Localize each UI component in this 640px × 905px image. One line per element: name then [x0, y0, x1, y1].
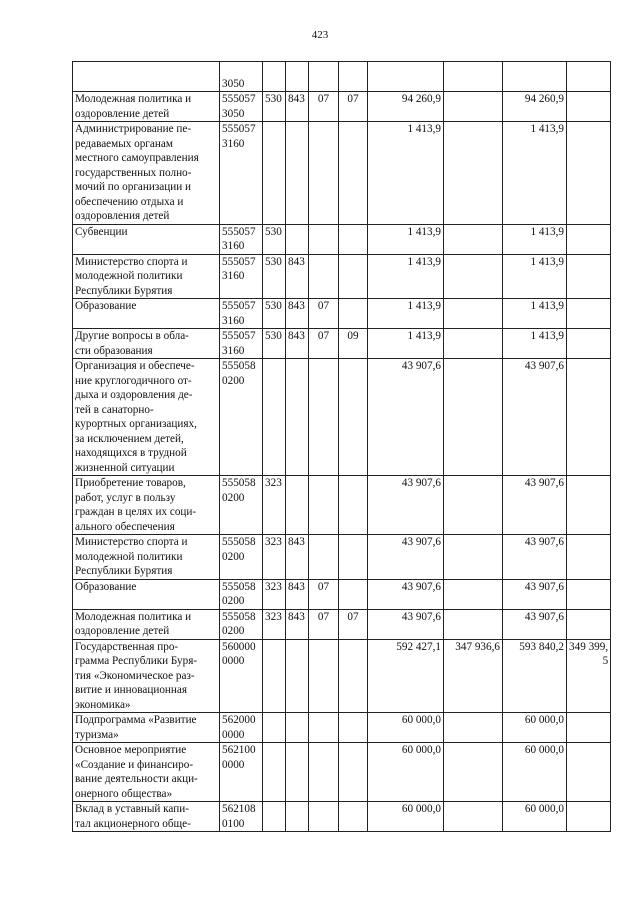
item-name-line: местного самоуправления [75, 152, 199, 164]
item-name-cell [73, 743, 220, 802]
section-cell: 07 [309, 299, 339, 329]
item-name-line: Приобретение товаров, [75, 477, 186, 489]
section-cell: 07 [309, 609, 339, 639]
section-cell [309, 62, 339, 92]
amount-cell-3: 593 840,2 [503, 639, 567, 713]
amount-cell-3: 1 413,9 [503, 299, 567, 329]
item-name-line: находящихся в трудной [75, 447, 187, 459]
amount-line-4 [569, 77, 608, 92]
amount-cell-1: 1 413,9 [368, 299, 444, 329]
section-cell [309, 254, 339, 299]
amount-cell-4 [567, 713, 611, 743]
item-name-line: Государственная про- [75, 640, 179, 653]
amount-cell-1: 43 907,6 [368, 535, 444, 580]
item-name-line: государственных полно- [75, 166, 192, 179]
amount-cell-4 [567, 609, 611, 639]
target-code-cell [220, 299, 263, 329]
item-name-line: экономика» [75, 698, 131, 711]
target-code-line: 560000 [222, 640, 256, 653]
item-name-line: тей в санаторно- [75, 403, 154, 416]
item-name-line: ние круглогодичного от- [75, 374, 192, 387]
amount-cell-1: 1 413,9 [368, 122, 444, 225]
amount-cell-2 [444, 62, 503, 92]
target-code-cell [220, 579, 263, 609]
target-code-line: 562000 [222, 714, 256, 726]
item-name-line: жизненной ситуации [75, 461, 175, 474]
target-code-line: 0200 [222, 625, 245, 637]
section-cell [309, 639, 339, 713]
amount-cell-4 [567, 329, 611, 359]
amount-cell-4 [567, 254, 611, 299]
amount-line-4 [569, 137, 608, 152]
target-code-cell [220, 329, 263, 359]
amount-cell-3: 1 413,9 [503, 254, 567, 299]
item-name-line [75, 62, 217, 77]
amount-line-4 [569, 594, 608, 609]
amount-cell-3: 1 413,9 [503, 329, 567, 359]
target-code-cell [220, 224, 263, 254]
amount-cell-1: 1 413,9 [368, 329, 444, 359]
item-name-line: курортных организациях, [75, 418, 197, 430]
item-name-line: обеспечению отдыха и [75, 195, 184, 208]
amount-cell-1: 1 413,9 [368, 254, 444, 299]
table-row [73, 579, 611, 609]
section-cell [309, 359, 339, 476]
amount-line-4 [569, 550, 608, 565]
amount-line-4 [569, 225, 608, 240]
amount-cell-2 [444, 359, 503, 476]
amount-cell-3: 43 907,6 [503, 579, 567, 609]
amount-line-4 [569, 239, 608, 254]
target-code-line: 555058 [222, 536, 256, 548]
target-code-line: 3160 [222, 240, 245, 252]
target-code-line: 3160 [222, 270, 245, 282]
table-row [73, 254, 611, 299]
target-code-line: 555058 [222, 477, 256, 489]
table-row [73, 609, 611, 639]
amount-cell-2 [444, 122, 503, 225]
item-name-line: Образование [75, 300, 137, 312]
amount-cell-2 [444, 802, 503, 832]
amount-line-4 [569, 817, 608, 832]
amount-cell-2 [444, 609, 503, 639]
amount-cell-4 [567, 743, 611, 802]
amount-cell-2 [444, 743, 503, 802]
administrator-code-cell [286, 639, 309, 713]
target-code-line: 3160 [222, 137, 245, 150]
expense-type-cell: 530 [263, 329, 286, 359]
amount-line-4 [569, 92, 608, 107]
target-code-cell [220, 802, 263, 832]
target-code-cell [220, 713, 263, 743]
amount-line-4 [569, 624, 608, 639]
table-row [73, 224, 611, 254]
administrator-code-cell: 843 [286, 329, 309, 359]
budget-table [72, 61, 611, 832]
amount-line-4 [569, 476, 608, 491]
expense-type-cell: 530 [263, 92, 286, 122]
section-cell: 07 [309, 329, 339, 359]
expense-type-cell: 323 [263, 476, 286, 535]
item-name-line: Организация и обеспече- [75, 360, 195, 372]
amount-line-4 [569, 802, 608, 817]
expense-type-cell [263, 802, 286, 832]
table-row [73, 329, 611, 359]
table-row [73, 92, 611, 122]
subsection-cell [339, 224, 368, 254]
item-name-line: Субвенции [75, 225, 128, 238]
amount-cell-2 [444, 329, 503, 359]
item-name-line: работ, услуг в пользу [75, 491, 176, 504]
amount-cell-4 [567, 92, 611, 122]
amount-line-4 [569, 491, 608, 506]
target-code-cell [220, 476, 263, 535]
subsection-cell: 07 [339, 609, 368, 639]
item-name-line: оздоровление детей [75, 107, 170, 120]
subsection-cell [339, 122, 368, 225]
target-code-cell [220, 535, 263, 580]
administrator-code-cell [286, 122, 309, 225]
amount-cell-1: 592 427,1 [368, 639, 444, 713]
amount-cell-4 [567, 579, 611, 609]
amount-cell-4 [567, 535, 611, 580]
amount-cell-4 [567, 359, 611, 476]
target-code-line: 555058 [222, 610, 256, 623]
amount-line-4 [569, 359, 608, 374]
expense-type-cell [263, 359, 286, 476]
item-name-line: туризма» [75, 728, 119, 741]
target-code-line: 562100 [222, 744, 256, 756]
target-code-line: 555057 [222, 330, 256, 342]
expense-type-cell [263, 62, 286, 92]
table-row [73, 122, 611, 225]
target-code-line: 3160 [222, 344, 245, 357]
item-name-line: ального обеспечения [75, 520, 175, 533]
amount-cell-3: 60 000,0 [503, 743, 567, 802]
item-name-line: Администрирование пе- [75, 123, 192, 135]
table-row [73, 535, 611, 580]
amount-cell-4 [567, 224, 611, 254]
amount-cell-2 [444, 476, 503, 535]
table-row [73, 299, 611, 329]
administrator-code-cell [286, 802, 309, 832]
target-code-line: 0000 [222, 728, 245, 741]
amount-cell-3: 43 907,6 [503, 609, 567, 639]
amount-cell-3: 1 413,9 [503, 122, 567, 225]
amount-line-4 [569, 122, 608, 137]
amount-line-4 [569, 299, 608, 314]
amount-line-4 [569, 758, 608, 773]
item-name-line: молодежной политики [75, 270, 183, 282]
item-name-cell [73, 802, 220, 832]
amount-cell-2 [444, 713, 503, 743]
amount-cell-3 [503, 62, 567, 92]
item-name-cell [73, 299, 220, 329]
target-code-line: 3050 [222, 77, 245, 90]
amount-cell-2 [444, 299, 503, 329]
item-name-cell [73, 639, 220, 713]
item-name-line: мочий по организации и [75, 181, 192, 193]
amount-line-4 [569, 344, 608, 359]
item-name-cell [73, 329, 220, 359]
subsection-cell [339, 802, 368, 832]
amount-cell-1: 60 000,0 [368, 713, 444, 743]
item-name-line: Республики Бурятия [75, 565, 173, 577]
amount-cell-3: 1 413,9 [503, 224, 567, 254]
expense-type-cell [263, 639, 286, 713]
administrator-code-cell [286, 476, 309, 535]
administrator-code-cell: 843 [286, 579, 309, 609]
amount-line-4 [569, 329, 608, 344]
item-name-line: Республики Бурятия [75, 284, 173, 297]
target-code-line: 555058 [222, 360, 256, 372]
section-cell [309, 122, 339, 225]
item-name-line: грамма Республики Буря- [75, 655, 198, 667]
section-cell [309, 476, 339, 535]
target-code-line: 0000 [222, 758, 245, 771]
table-row [73, 743, 611, 802]
administrator-code-cell: 843 [286, 299, 309, 329]
subsection-cell [339, 254, 368, 299]
amount-line-4 [569, 62, 608, 77]
amount-cell-1: 1 413,9 [368, 224, 444, 254]
amount-cell-3: 43 907,6 [503, 359, 567, 476]
administrator-code-cell [286, 62, 309, 92]
item-name-line: Молодежная политика и [75, 610, 192, 623]
amount-cell-1: 43 907,6 [368, 609, 444, 639]
administrator-code-cell [286, 713, 309, 743]
target-code-line: 3050 [222, 107, 245, 120]
subsection-cell: 07 [339, 92, 368, 122]
subsection-cell [339, 299, 368, 329]
target-code-line: 0000 [222, 655, 245, 667]
amount-line-4 [569, 314, 608, 329]
item-name-cell [73, 92, 220, 122]
target-code-line: 555057 [222, 225, 256, 238]
amount-line-4: 349 399, [569, 640, 609, 653]
target-code-cell [220, 609, 263, 639]
amount-cell-4 [567, 299, 611, 329]
administrator-code-cell: 843 [286, 609, 309, 639]
section-cell [309, 535, 339, 580]
amount-cell-2 [444, 254, 503, 299]
amount-cell-4 [567, 476, 611, 535]
item-name-line: Вклад в уставный капи- [75, 803, 189, 815]
subsection-cell [339, 476, 368, 535]
amount-line-4: 5 [602, 655, 609, 667]
target-code-line: 0100 [222, 817, 245, 830]
expense-type-cell: 323 [263, 535, 286, 580]
item-name-cell [73, 254, 220, 299]
item-name-cell [73, 713, 220, 743]
subsection-cell [339, 535, 368, 580]
item-name-line: граждан в целях их соци- [75, 506, 197, 518]
subsection-cell: 09 [339, 329, 368, 359]
amount-line-4 [569, 743, 608, 758]
expense-type-cell [263, 122, 286, 225]
amount-cell-3: 94 260,9 [503, 92, 567, 122]
amount-cell-1: 43 907,6 [368, 359, 444, 476]
subsection-cell [339, 713, 368, 743]
item-name-cell [73, 609, 220, 639]
item-name-line: тия «Экономическое раз- [75, 669, 195, 682]
item-name-line: оздоровления детей [75, 210, 170, 222]
amount-line-4 [569, 269, 608, 284]
amount-cell-1: 60 000,0 [368, 802, 444, 832]
target-code-line: 555057 [222, 255, 256, 268]
table-row [73, 639, 611, 713]
target-code-cell [220, 254, 263, 299]
item-name-line: тал акционерного обще- [75, 817, 191, 830]
section-cell: 07 [309, 92, 339, 122]
target-code-cell [220, 359, 263, 476]
item-name-cell [73, 579, 220, 609]
amount-cell-2: 347 936,6 [444, 639, 503, 713]
amount-cell-2 [444, 92, 503, 122]
target-code-cell [220, 92, 263, 122]
item-name-cell [73, 359, 220, 476]
amount-line-4 [569, 728, 608, 743]
administrator-code-cell [286, 224, 309, 254]
administrator-code-cell [286, 359, 309, 476]
page-number: 423 [311, 29, 329, 41]
item-name-cell [73, 535, 220, 580]
item-name-line: Молодежная политика и [75, 93, 192, 105]
target-code-line: 0200 [222, 550, 245, 563]
subsection-cell [339, 359, 368, 476]
target-code-line: 0200 [222, 491, 245, 504]
target-code-line: 555057 [222, 123, 256, 135]
item-name-line: «Создание и финансиро- [75, 758, 194, 771]
item-name-line: дыха и оздоровления де- [75, 389, 193, 401]
amount-cell-3: 60 000,0 [503, 713, 567, 743]
target-code-cell [220, 743, 263, 802]
table-row [73, 802, 611, 832]
target-code-line: 0200 [222, 595, 245, 607]
subsection-cell [339, 579, 368, 609]
item-name-line: Министерство спорта и [75, 536, 188, 548]
target-code-line: 3160 [222, 314, 245, 327]
item-name-cell [73, 476, 220, 535]
section-cell [309, 713, 339, 743]
expense-type-cell: 530 [263, 299, 286, 329]
table-row [73, 713, 611, 743]
item-name-cell [73, 62, 220, 92]
administrator-code-cell: 843 [286, 254, 309, 299]
subsection-cell [339, 743, 368, 802]
section-cell: 07 [309, 579, 339, 609]
amount-cell-1 [368, 62, 444, 92]
item-name-line: Основное мероприятие [75, 744, 187, 756]
item-name-line: витие и инновационная [75, 684, 188, 696]
item-name-cell [73, 224, 220, 254]
amount-cell-3: 60 000,0 [503, 802, 567, 832]
item-name-line: за исключением детей, [75, 432, 184, 445]
target-code-line: 562108 [222, 803, 256, 815]
item-name-line: вание деятельности акци- [75, 773, 198, 785]
item-name-line: Министерство спорта и [75, 255, 188, 268]
amount-cell-3: 43 907,6 [503, 476, 567, 535]
administrator-code-cell: 843 [286, 535, 309, 580]
expense-type-cell [263, 713, 286, 743]
target-code-line: 0200 [222, 374, 245, 387]
section-cell [309, 802, 339, 832]
target-code-line: 555058 [222, 580, 256, 593]
subsection-cell [339, 639, 368, 713]
target-code-cell [220, 639, 263, 713]
budget-table-body [73, 62, 611, 832]
section-cell [309, 224, 339, 254]
table-row [73, 62, 611, 92]
item-name-cell [73, 122, 220, 225]
amount-cell-2 [444, 224, 503, 254]
amount-cell-4 [567, 639, 611, 713]
amount-line-4 [569, 255, 608, 270]
item-name-line: Другие вопросы в обла- [75, 330, 189, 342]
amount-cell-4 [567, 122, 611, 225]
amount-line-4 [569, 610, 608, 625]
target-code-line [222, 62, 260, 77]
amount-line-4 [569, 107, 608, 122]
item-name-line: оздоровление детей [75, 625, 170, 637]
target-code-line: 555057 [222, 93, 256, 105]
amount-line-4 [569, 713, 608, 728]
amount-cell-1: 94 260,9 [368, 92, 444, 122]
amount-cell-1: 60 000,0 [368, 743, 444, 802]
item-name-line: онерного общества» [75, 787, 173, 800]
expense-type-cell: 323 [263, 609, 286, 639]
amount-line-4 [569, 374, 608, 389]
table-row [73, 359, 611, 476]
item-name-line: Подпрограмма «Развитие [75, 714, 197, 726]
table-row [73, 476, 611, 535]
amount-cell-2 [444, 579, 503, 609]
item-name-line: сти образования [75, 344, 153, 357]
target-code-line: 555057 [222, 300, 256, 312]
item-name-line: редаваемых органам [75, 137, 173, 150]
amount-cell-2 [444, 535, 503, 580]
amount-cell-3: 43 907,6 [503, 535, 567, 580]
expense-type-cell: 530 [263, 224, 286, 254]
expense-type-cell: 530 [263, 254, 286, 299]
amount-line-4 [569, 580, 608, 595]
amount-cell-4 [567, 802, 611, 832]
item-name-line: молодежной политики [75, 550, 183, 563]
expense-type-cell: 323 [263, 579, 286, 609]
amount-cell-4 [567, 62, 611, 92]
administrator-code-cell [286, 743, 309, 802]
target-code-cell [220, 62, 263, 92]
section-cell [309, 743, 339, 802]
amount-line-4 [569, 535, 608, 550]
item-name-line: Образование [75, 580, 137, 593]
subsection-cell [339, 62, 368, 92]
amount-cell-1: 43 907,6 [368, 476, 444, 535]
amount-cell-1: 43 907,6 [368, 579, 444, 609]
expense-type-cell [263, 743, 286, 802]
administrator-code-cell: 843 [286, 92, 309, 122]
target-code-cell [220, 122, 263, 225]
